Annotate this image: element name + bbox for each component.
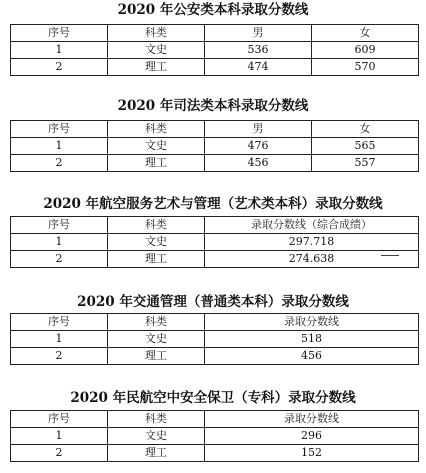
header-cell: 录取分数线（综合成绩） <box>205 217 419 234</box>
header-cell: 女 <box>312 25 419 42</box>
table-row <box>11 348 419 365</box>
table-header-row <box>11 121 419 138</box>
table-cell: 理工 <box>108 59 205 76</box>
table-cell: 536 <box>205 42 312 59</box>
table-row <box>11 428 419 445</box>
table-cell: 456 <box>205 348 419 365</box>
table-header-row <box>11 25 419 42</box>
table-cell: 476 <box>205 138 312 155</box>
table-cell: 理工 <box>108 445 205 462</box>
table-cell: 理工 <box>108 251 205 268</box>
table-row <box>11 251 419 268</box>
table-cell: 2 <box>11 155 108 172</box>
table-cell: 文史 <box>108 428 205 445</box>
table-row <box>11 331 419 348</box>
section-title-aviation-service: 2020 年航空服务艺术与管理（艺术类本科）录取分数线 <box>43 196 383 212</box>
table-cell: 570 <box>312 59 419 76</box>
section-title-judicial: 2020 年司法类本科录取分数线 <box>117 98 309 114</box>
table-cell: 557 <box>312 155 419 172</box>
table-cell: 2 <box>11 59 108 76</box>
table-row <box>11 138 419 155</box>
header-cell: 科类 <box>108 314 205 331</box>
table-row <box>11 445 419 462</box>
table-cell: 1 <box>11 234 108 251</box>
score-table-public-security <box>10 24 419 76</box>
table-row <box>11 42 419 59</box>
table-cell: 2 <box>11 251 108 268</box>
table-cell: 152 <box>205 445 419 462</box>
header-cell: 男 <box>205 121 312 138</box>
table-cell: 1 <box>11 428 108 445</box>
table-cell: 518 <box>205 331 419 348</box>
section-title-public-security: 2020 年公安类本科录取分数线 <box>117 2 309 18</box>
table-header-row <box>11 411 419 428</box>
score-table-judicial <box>10 120 419 172</box>
score-table-aviation-service <box>10 216 419 268</box>
header-cell: 科类 <box>108 411 205 428</box>
header-cell: 序号 <box>11 121 108 138</box>
score-table-traffic-management <box>10 313 419 365</box>
table-cell: 609 <box>312 42 419 59</box>
stray-line <box>381 255 399 256</box>
table-header-row <box>11 314 419 331</box>
header-cell: 录取分数线 <box>205 314 419 331</box>
table-cell: 2 <box>11 445 108 462</box>
header-cell: 序号 <box>11 411 108 428</box>
table-cell: 理工 <box>108 348 205 365</box>
table-cell: 474 <box>205 59 312 76</box>
table-header-row <box>11 217 419 234</box>
table-cell: 1 <box>11 138 108 155</box>
section-title-traffic-management: 2020 年交通管理（普通类本科）录取分数线 <box>77 294 349 310</box>
table-row <box>11 155 419 172</box>
header-cell: 科类 <box>108 25 205 42</box>
table-cell: 文史 <box>108 234 205 251</box>
table-cell: 456 <box>205 155 312 172</box>
header-cell: 录取分数线 <box>205 411 419 428</box>
table-cell: 274.638 <box>205 251 419 268</box>
table-cell: 文史 <box>108 42 205 59</box>
table-cell: 理工 <box>108 155 205 172</box>
header-cell: 科类 <box>108 121 205 138</box>
table-cell: 296 <box>205 428 419 445</box>
score-table-air-security <box>10 410 419 462</box>
table-row <box>11 234 419 251</box>
header-cell: 女 <box>312 121 419 138</box>
header-cell: 序号 <box>11 25 108 42</box>
header-cell: 科类 <box>108 217 205 234</box>
header-cell: 序号 <box>11 314 108 331</box>
section-title-air-security: 2020 年民航空中安全保卫（专科）录取分数线 <box>70 390 356 406</box>
table-cell: 文史 <box>108 138 205 155</box>
table-cell: 2 <box>11 348 108 365</box>
header-cell: 男 <box>205 25 312 42</box>
table-cell: 1 <box>11 331 108 348</box>
header-cell: 序号 <box>11 217 108 234</box>
table-row <box>11 59 419 76</box>
table-cell: 1 <box>11 42 108 59</box>
table-cell: 565 <box>312 138 419 155</box>
table-cell: 297.718 <box>205 234 419 251</box>
table-cell: 文史 <box>108 331 205 348</box>
